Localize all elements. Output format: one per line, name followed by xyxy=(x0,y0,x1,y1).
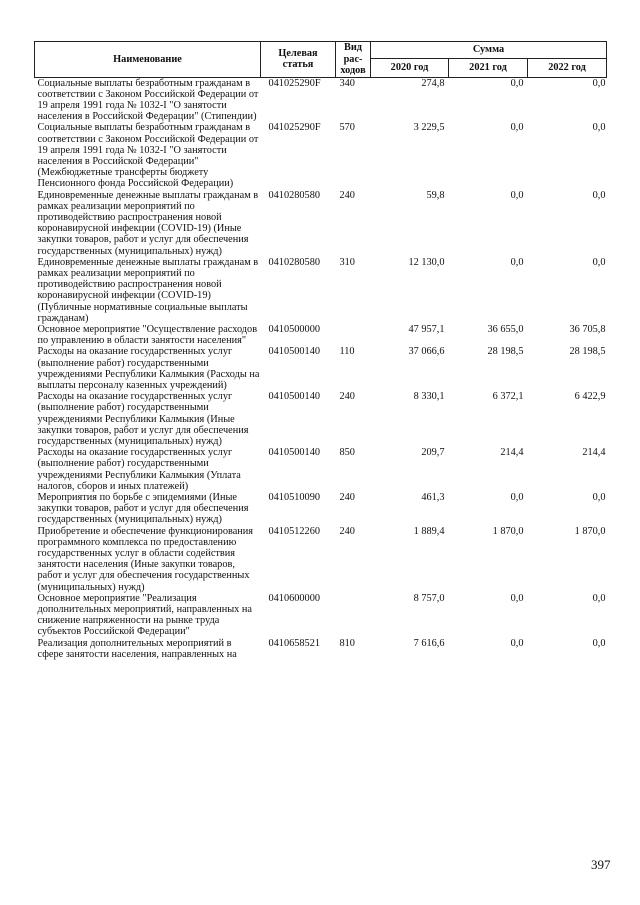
row-expense-type: 340 xyxy=(339,77,355,89)
row-expense-type: 810 xyxy=(339,637,355,649)
header-sum: Сумма xyxy=(371,42,607,59)
row-sum-2021: 1 870,0 xyxy=(492,525,524,537)
row-name: Социальные выплаты безработным гражданам в соответствии с Законом Российской Федерации от 19 апреля 1991 года № 1032-I "О занятости населения в Российской Федерации" (Стипендии) xyxy=(37,77,259,123)
row-sum-2021: 0,0 xyxy=(510,592,524,604)
table-body xyxy=(35,77,607,660)
row-sum-2020: 3 229,5 xyxy=(413,122,445,134)
table-row xyxy=(35,492,607,526)
row-target-article: 0410658521 xyxy=(268,637,320,649)
row-sum-2021: 36 655,0 xyxy=(487,323,524,335)
row-sum-2022: 1 870,0 xyxy=(574,525,606,537)
row-target-article: 0410280580 xyxy=(268,256,320,268)
row-target-article: 0410500140 xyxy=(268,346,320,358)
header-name: Наименование xyxy=(35,42,261,78)
table-header xyxy=(35,42,607,78)
row-sum-2020: 8 330,1 xyxy=(413,391,445,403)
row-target-article: 0410500000 xyxy=(268,323,320,335)
page-number: 397 xyxy=(591,857,611,872)
row-expense-type: 240 xyxy=(339,492,355,504)
row-expense-type xyxy=(336,593,371,638)
header-year-2021: 2021 год xyxy=(449,58,528,77)
row-sum-2020: 12 130,0 xyxy=(408,256,445,268)
row-sum-2022: 0,0 xyxy=(592,256,606,268)
row-sum-2020: 59,8 xyxy=(426,189,445,201)
row-expense-type: 240 xyxy=(339,391,355,403)
row-target-article: 041025290F xyxy=(268,122,321,134)
table-row xyxy=(35,391,607,447)
table-row xyxy=(35,593,607,638)
row-sum-2022: 28 198,5 xyxy=(569,346,606,358)
table-row xyxy=(35,526,607,593)
table-row xyxy=(35,324,607,346)
row-name: Расходы на оказание государственных услуг (выполнение работ) государственными учреждениями Республики Калмыкия (Уплата налогов, сборов и иных платежей) xyxy=(37,447,241,492)
row-name: Социальные выплаты безработным гражданам в соответствии с Законом Российской Федерации от 19 апреля 1991 года № 1032-I "О занятости населения в Российской Федерации" (Межбюджетные трансферты бюджету Пенсионного фонда Российской Федерации) xyxy=(37,122,259,190)
row-target-article: 0410600000 xyxy=(268,592,320,604)
row-name: Расходы на оказание государственных услуг (выполнение работ) государственными учреждениями Республики Калмыкия (Иные закупки товаров, работ и услуг для обеспечения государственных (муниципальных) нужд) xyxy=(37,391,249,447)
table-row xyxy=(35,190,607,257)
row-sum-2020: 209,7 xyxy=(421,447,445,459)
header-target-article: Целевая статья xyxy=(261,42,336,78)
row-name: Мероприятия по борьбе с эпидемиями (Иные закупки товаров, работ и услуг для обеспечения государственных (муниципальных) нужд) xyxy=(37,492,249,526)
row-sum-2022: 36 705,8 xyxy=(569,323,606,335)
row-sum-2020: 8 757,0 xyxy=(413,592,445,604)
row-expense-type: 240 xyxy=(339,189,355,201)
row-target-article: 0410512260 xyxy=(268,525,320,537)
row-sum-2020: 47 957,1 xyxy=(408,323,445,335)
row-sum-2020: 37 066,6 xyxy=(408,346,445,358)
row-name: Основное мероприятие "Реализация дополнительных мероприятий, направленных на снижение напряженности на рынке труда субъектов Российской Федерации" xyxy=(37,592,252,638)
header-expense-type: Вид рас-ходов xyxy=(336,42,371,78)
row-sum-2021: 0,0 xyxy=(510,77,524,89)
row-target-article: 041025290F xyxy=(268,77,321,89)
header-year-2022: 2022 год xyxy=(528,58,607,77)
table-row xyxy=(35,346,607,391)
row-sum-2022: 6 422,9 xyxy=(574,391,606,403)
row-sum-2022: 0,0 xyxy=(592,122,606,134)
row-sum-2021: 214,4 xyxy=(500,447,524,459)
row-sum-2020: 274,8 xyxy=(421,77,445,89)
row-expense-type: 570 xyxy=(339,122,355,134)
row-sum-2022: 0,0 xyxy=(592,492,606,504)
row-sum-2021: 0,0 xyxy=(510,637,524,649)
row-sum-2020: 1 889,4 xyxy=(413,525,445,537)
row-name: Расходы на оказание государственных услуг (выполнение работ) государственными учреждениями Республики Калмыкия (Расходы на выплаты персоналу казенных учреждений) xyxy=(37,346,260,391)
row-sum-2022: 0,0 xyxy=(592,637,606,649)
row-sum-2021: 0,0 xyxy=(510,492,524,504)
table-row xyxy=(35,447,607,492)
row-expense-type: 240 xyxy=(339,525,355,537)
row-expense-type: 110 xyxy=(339,346,355,358)
row-target-article: 0410280580 xyxy=(268,189,320,201)
row-sum-2022: 0,0 xyxy=(592,592,606,604)
row-name: Единовременные денежные выплаты гражданам в рамках реализации мероприятий по противодействию распространения новой коронавирусной инфекции (COVID-19) (Публичные нормативные социальные выплаты гражданам) xyxy=(37,256,259,324)
row-sum-2022: 0,0 xyxy=(592,189,606,201)
row-expense-type: 850 xyxy=(339,447,355,459)
row-target-article: 0410500140 xyxy=(268,447,320,459)
row-sum-2021: 6 372,1 xyxy=(492,391,524,403)
budget-table xyxy=(34,41,607,660)
row-sum-2021: 28 198,5 xyxy=(487,346,524,358)
row-name: Единовременные денежные выплаты гражданам в рамках реализации мероприятий по противодействию распространения новой коронавирусной инфекции (COVID-19) (Иные закупки товаров, работ и услуг для обеспечения государственных (муниципальных) нужд) xyxy=(37,189,259,257)
row-sum-2022: 0,0 xyxy=(592,77,606,89)
table-row xyxy=(35,77,607,122)
table-row xyxy=(35,122,607,189)
row-sum-2020: 461,3 xyxy=(421,492,445,504)
table-row xyxy=(35,257,607,324)
row-sum-2020: 7 616,6 xyxy=(413,637,445,649)
row-expense-type xyxy=(336,324,371,346)
row-sum-2022: 214,4 xyxy=(582,447,606,459)
row-sum-2021: 0,0 xyxy=(510,122,524,134)
row-name: Основное мероприятие "Осуществление расходов по управлению в области занятости населения" xyxy=(37,323,258,347)
row-target-article: 0410500140 xyxy=(268,391,320,403)
row-expense-type: 310 xyxy=(339,256,355,268)
table-row xyxy=(35,638,607,660)
row-target-article: 0410510090 xyxy=(268,492,320,504)
row-sum-2021: 0,0 xyxy=(510,256,524,268)
row-sum-2021: 0,0 xyxy=(510,189,524,201)
row-name: Реализация дополнительных мероприятий в сфере занятости населения, направленных на xyxy=(37,637,237,660)
header-year-2020: 2020 год xyxy=(371,58,449,77)
row-name: Приобретение и обеспечение функционирования программного комплекса по предоставлению государственных услуг в области содействия занятости населения (Иные закупки товаров, работ и услуг для обеспечения государственных (муниципальных) нужд) xyxy=(37,525,254,593)
